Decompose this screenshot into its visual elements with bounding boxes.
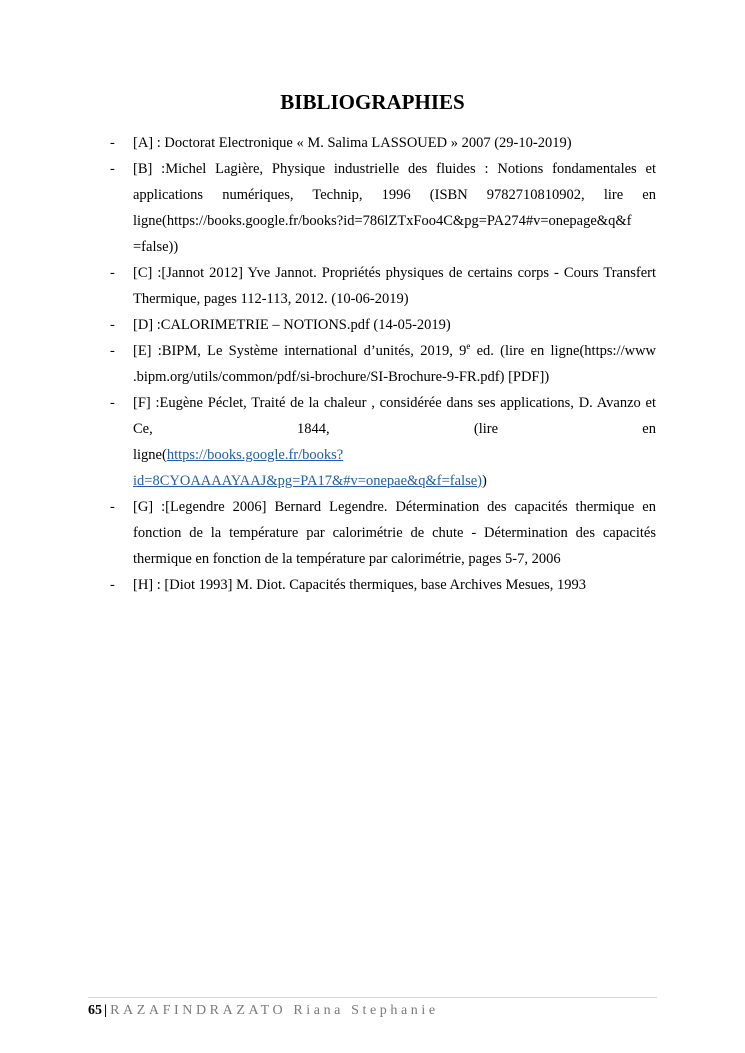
reference-g-text: [G] :[Legendre 2006] Bernard Legendre. Détermination des capacités thermique en fonction de la température par calorimétrie de chute - Détermination des capacités thermique en fonction de la température par calorimétrie, pages 5-7, 2006 bbox=[133, 499, 656, 567]
reference-f-prefix: ligne( bbox=[133, 447, 167, 463]
reference-e-text: [E] :BIPM, Le Système international d’unités, 2019, 9 bbox=[133, 343, 467, 359]
list-dash: - bbox=[110, 265, 115, 281]
reference-b-text: [B] :Michel Lagière, Physique industrielle des fluides : Notions fondamentales et applications numériques, Technip, 1996 (ISBN 9782710810902, lire en ligne(https://books.google.fr/books?id=786lZTxFoo4C&pg=PA274#v=onepage&q&f bbox=[133, 161, 656, 229]
list-dash: - bbox=[110, 499, 115, 515]
reference-f-suffix: ) bbox=[482, 473, 487, 489]
reference-d bbox=[90, 312, 656, 338]
reference-e bbox=[90, 338, 656, 390]
reference-g bbox=[90, 494, 656, 572]
list-dash: - bbox=[110, 161, 115, 177]
reference-c-text: [C] :[Jannot 2012] Yve Jannot. Propriétés physiques de certains corps - Cours Transfert Thermique, pages 112-113, 2012. (10-06-2019) bbox=[133, 265, 656, 307]
reference-d-text: [D] :CALORIMETRIE – NOTIONS.pdf (14-05-2019) bbox=[133, 317, 451, 333]
list-dash: - bbox=[110, 135, 115, 151]
list-dash: - bbox=[110, 395, 115, 411]
list-dash: - bbox=[110, 343, 115, 359]
footer-author: RAZAFINDRAZATO Riana Stephanie bbox=[110, 1003, 439, 1018]
list-dash: - bbox=[110, 577, 115, 593]
reference-b-continuation: =false)) bbox=[133, 239, 179, 255]
page-title: BIBLIOGRAPHIES bbox=[280, 90, 465, 114]
reference-f-link-line bbox=[133, 442, 656, 494]
reference-a bbox=[90, 130, 656, 156]
page-number: 65 bbox=[88, 1003, 102, 1018]
reference-h-text: [H] : [Diot 1993] M. Diot. Capacités thermiques, base Archives Mesues, 1993 bbox=[133, 577, 587, 593]
reference-f-text: [F] :Eugène Péclet, Traité de la chaleur , considérée dans ses applications, D. Avanzo et Ce, 1844, (lire en bbox=[133, 395, 656, 437]
list-dash: - bbox=[110, 317, 115, 333]
reference-c bbox=[90, 260, 656, 312]
reference-f-link[interactable]: https://books.google.fr/books?id=8CYOAAAAYAAJ&pg=PA17&#v=onepae&q&f=false) bbox=[133, 447, 483, 489]
reference-f bbox=[90, 390, 656, 494]
reference-b bbox=[90, 156, 656, 260]
reference-h bbox=[90, 572, 656, 598]
reference-e-superscript: e bbox=[466, 341, 471, 352]
reference-e-text-continued: ed. (lire en ligne(https://www .bipm.org/utils/common/pdf/si-brochure/SI-Brochure-9-FR.pdf) [PDF]) bbox=[133, 343, 657, 385]
reference-a-text: [A] : Doctorat Electronique « M. Salima LASSOUED » 2007 (29-10-2019) bbox=[133, 135, 572, 151]
footer-separator: | bbox=[104, 1003, 108, 1018]
page-footer bbox=[88, 997, 657, 1020]
bibliography-list bbox=[90, 130, 656, 598]
